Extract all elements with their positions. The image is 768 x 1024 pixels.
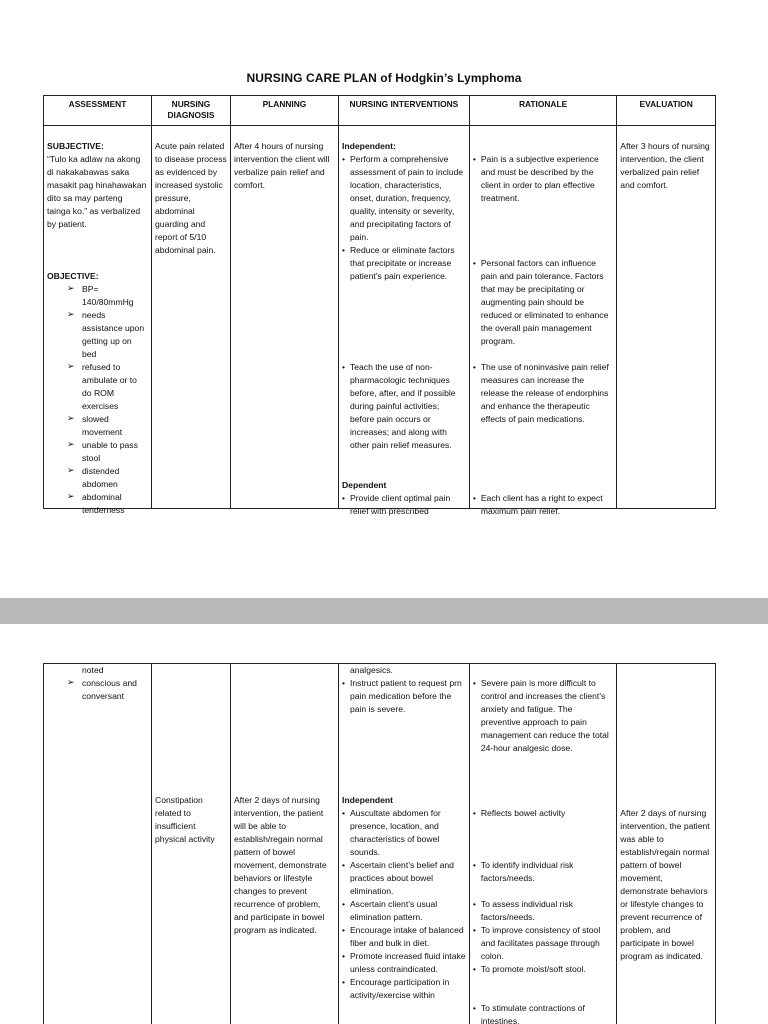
- subjective-label: SUBJECTIVE:: [47, 141, 104, 151]
- intervention-continued-text: analgesics.: [349, 665, 393, 675]
- assessment-cell: [44, 664, 152, 1024]
- planning-text: After 4 hours of nursing intervention the client will verbalize pain relief and comfort.: [233, 141, 330, 190]
- rationale-item: • To promote moist/soft stool.: [473, 963, 613, 976]
- evaluation-cell: [617, 664, 716, 1024]
- intervention-item: • Encourage participation in activity/exercise within: [342, 976, 466, 1002]
- rationale-item: • To stimulate contractions of intestines.: [473, 1002, 613, 1024]
- header-evaluation: EVALUATION: [617, 96, 716, 126]
- interventions-cell: [338, 126, 469, 516]
- planning-cell: [230, 664, 338, 1024]
- list-item: ➢ unable to pass stool: [82, 439, 148, 465]
- intervention-item: • Teach the use of non-pharmacologic techniques before, after, and if possible during painful activities; before pain occurs or increases; and along with other pain relief measures.: [342, 361, 466, 452]
- subjective-text: “Tulo ka adlaw na akong di nakakabawas saka masakit pag hinahawakan dito sa may parteng tainga ko.” as verbalized by patient.: [47, 154, 147, 229]
- table-row: [44, 126, 716, 509]
- document-title: NURSING CARE PLAN of Hodgkin’s Lymphoma: [246, 71, 522, 85]
- list-item: ➢ BP= 140/80mmHg: [82, 283, 148, 309]
- intervention-item: • Promote increased fluid intake unless contraindicated.: [342, 950, 466, 976]
- list-item: ➢ conscious and conversant: [82, 677, 148, 703]
- list-item: ➢ distended abdomen: [82, 465, 148, 491]
- dependent-label: Dependent: [341, 480, 387, 490]
- planning-cell: [230, 126, 338, 509]
- rationale-item: • Personal factors can influence pain and pain tolerance. Factors that may be precipitating or augmenting pain should be reduced or eliminated to enhance the overall pain management program.: [473, 257, 613, 348]
- header-rationale: RATIONALE: [469, 96, 616, 126]
- list-item: ➢ abdominal tenderness: [82, 491, 148, 517]
- list-item: ➢ refused to ambulate or to do ROM exercises: [82, 361, 148, 413]
- care-plan-table-continued: [43, 663, 716, 1024]
- rationale-item: • To identify individual risk factors/needs.: [473, 859, 613, 885]
- evaluation-text: After 2 days of nursing intervention, the patient was able to establish/regain normal pattern of bowel movement, demonstrate behaviors or lifestyle changes to prevent recurrence of problem, and participate in bowel program as indicated.: [620, 808, 710, 961]
- interventions-cell: [338, 664, 469, 1024]
- table-header-row: [44, 96, 716, 126]
- header-assessment: ASSESSMENT: [44, 96, 152, 126]
- assessment-continued-text: noted: [82, 665, 104, 675]
- planning-text: After 2 days of nursing intervention, the patient will be able to establish/regain normal pattern of bowel movement, demonstrate behaviors or lifestyle changes to prevent recurrence of problem, and participate in bowel program as indicated.: [233, 795, 327, 935]
- intervention-item: • Perform a comprehensive assessment of pain to include location, characteristics, onset, duration, frequency, quality, intensity or severity, and precipitating factors of pain.: [342, 153, 466, 244]
- header-planning: PLANNING: [230, 96, 338, 126]
- document-page-2: [0, 624, 768, 1024]
- rationale-item: • Each client has a right to expect maximum pain relief.: [473, 492, 613, 518]
- objective-list: [47, 283, 148, 517]
- rationale-item: • To improve consistency of stool and facilitates passage through colon.: [473, 924, 613, 963]
- intervention-item: • Instruct patient to request prn pain medication before the pain is severe.: [342, 677, 466, 716]
- rationale-item: • The use of noninvasive pain relief measures can increase the release the release of endorphins and enhance the therapeutic effects of pain medications.: [473, 361, 613, 426]
- rationale-cell: [469, 664, 616, 1024]
- diagnosis-text: Acute pain related to disease process as evidenced by increased systolic pressure, abdominal guarding and report of 5/10 abdominal pain.: [155, 141, 227, 255]
- objective-label: OBJECTIVE:: [47, 271, 99, 281]
- independent-label: Independent: [341, 795, 394, 805]
- diagnosis-cell: [152, 664, 231, 1024]
- list-item: ➢ slowed movement: [82, 413, 148, 439]
- header-nursing-diagnosis: NURSING DIAGNOSIS: [152, 96, 231, 126]
- intervention-item: • Encourage intake of balanced fiber and bulk in diet.: [342, 924, 466, 950]
- independent-label: Independent:: [341, 141, 396, 151]
- evaluation-text: After 3 hours of nursing intervention, the client verbalized pain relief and comfort.: [620, 141, 710, 190]
- care-plan-table: [43, 95, 716, 516]
- list-item: ➢ needs assistance upon getting up on bed: [82, 309, 148, 361]
- diagnosis-text: Constipation related to insufficient physical activity: [155, 795, 215, 844]
- rationale-item: • To assess individual risk factors/needs.: [473, 898, 613, 924]
- diagnosis-cell: [152, 126, 231, 509]
- table-row: [44, 664, 716, 1024]
- evaluation-cell: [617, 126, 716, 509]
- rationale-item: • Pain is a subjective experience and must be described by the client in order to plan effective treatment.: [473, 153, 613, 205]
- intervention-item: • Ascertain client’s usual elimination pattern.: [342, 898, 466, 924]
- intervention-item: • Reduce or eliminate factors that precipitate or increase patient’s pain experience.: [342, 244, 466, 283]
- intervention-item: • Provide client optimal pain relief with prescribed: [342, 492, 466, 518]
- header-nursing-interventions: NURSING INTERVENTIONS: [338, 96, 469, 126]
- intervention-item: • Auscultate abdomen for presence, location, and characteristics of bowel sounds.: [342, 807, 466, 859]
- rationale-cell: [469, 126, 616, 516]
- assessment-cell: [44, 126, 152, 515]
- rationale-item: • Reflects bowel activity: [473, 807, 613, 820]
- intervention-item: • Ascertain client’s belief and practices about bowel elimination.: [342, 859, 466, 898]
- rationale-item: • Severe pain is more difficult to control and increases the client’s anxiety and fatigue. The preventive approach to pain management can reduce the total 24-hour analgesic dose.: [473, 677, 613, 755]
